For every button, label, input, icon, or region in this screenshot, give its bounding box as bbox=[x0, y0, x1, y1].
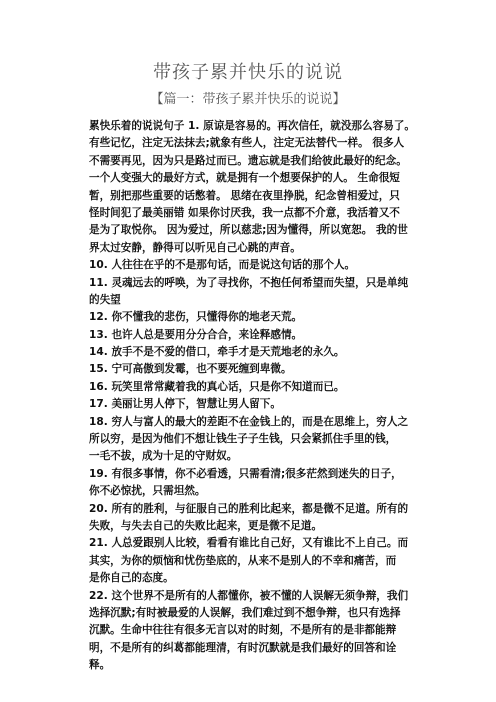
text-line: 10. 人往往在乎的不是那句话，而是说这句话的那个人。 bbox=[89, 259, 356, 272]
document-subtitle: 【篇一：带孩子累并快乐的说说】 bbox=[150, 92, 346, 107]
text-line: 一个人变强大的最好方式，就是拥有一个想要保护的人。 生命很短 bbox=[89, 172, 400, 185]
text-line: 的失望 bbox=[89, 293, 121, 306]
text-line: 20. 所有的胜利，与征服自己的胜利比起来，都是微不足道。所有的 bbox=[89, 502, 409, 515]
document-body bbox=[89, 118, 441, 675]
text-line: 14. 放手不是不爱的借口，牵手才是天荒地老的永久。 bbox=[89, 346, 345, 359]
text-line: 13. 也许人总是要用分分合合，来诠释感情。 bbox=[89, 328, 303, 341]
text-line: 不需要再见，因为只是路过而已。遗忘就是我们给彼此最好的纪念。 bbox=[89, 154, 407, 167]
text-line: 11. 灵魂远去的呼唤，为了寻找你，不抱任何希望而失望，只是单纯 bbox=[89, 276, 409, 289]
text-line: 怪时间犯了最美丽错 如果你讨厌我，我一点都不介意，我活着又不 bbox=[89, 206, 400, 219]
text-line: 所以穷，是因为他们不想让钱生子子生钱，只会紧抓住手里的钱， bbox=[89, 433, 397, 446]
text-line: 你不必惊扰，只需坦然。 bbox=[89, 485, 206, 498]
text-line: 21. 人总爱跟别人比较，看看有谁比自己好，又有谁比不上自己。而 bbox=[89, 537, 409, 550]
text-line: 暂，别把那些重要的话憋着。 思绪在夜里挣脱，纪念曾相爱过，只 bbox=[89, 189, 400, 202]
text-line: 17. 美丽让男人停下，智慧让男人留下。 bbox=[89, 398, 281, 411]
text-line: 失败，与失去自己的失败比起来，更是微不足道。 bbox=[89, 519, 323, 532]
text-line: 累快乐着的说说句子 1. 原谅是容易的。再次信任，就没那么容易了。 bbox=[89, 120, 415, 132]
text-line: 19. 有很多事情，你不必看透，只需看清;很多茫然到迷失的日子， bbox=[89, 467, 402, 480]
text-line: 22. 这个世界不是所有的人都懂你，被不懂的人误解无须争辩，我们 bbox=[89, 589, 409, 602]
text-line: 沉默。生命中往往有很多无言以对的时刻，不是所有的是非都能辩 bbox=[89, 624, 397, 637]
document-title: 带孩子累并快乐的说说 bbox=[153, 62, 343, 83]
text-line: 是你自己的态度。 bbox=[89, 572, 174, 585]
text-line: 明，不是所有的纠葛都能理清，有时沉默就是我们最好的回答和诠 bbox=[89, 641, 397, 654]
text-line: 是为了取悦你。 因为爱过，所以慈悲;因为懂得，所以宽恕。 我的世 bbox=[89, 224, 408, 237]
text-line: 选择沉默;有时被最爱的人误解，我们难过到不想争辩，也只有选择 bbox=[89, 606, 401, 619]
text-line: 其实，为你的烦恼和忧伤垫底的，从来不是别人的不幸和痛苦，而 bbox=[89, 554, 397, 567]
text-line: 12. 你不懂我的悲伤，只懂得你的地老天荒。 bbox=[89, 311, 303, 324]
text-line: 18. 穷人与富人的最大的差距不在金钱上的，而是在思维上，穷人之 bbox=[89, 415, 409, 428]
text-line: 界太过安静，静得可以听见自己心跳的声音。 bbox=[89, 241, 301, 254]
text-line: 15. 宁可高傲到发霉，也不要死缠到卑微。 bbox=[89, 363, 292, 376]
text-line: 有些记忆，注定无法抹去;就象有些人，注定无法替代一样。 很多人 bbox=[89, 137, 405, 150]
text-line: 一毛不拔，成为十足的守财奴。 bbox=[89, 450, 238, 463]
text-line: 释。 bbox=[89, 659, 111, 672]
text-line: 16. 玩笑里常常藏着我的真心话，只是你不知道而已。 bbox=[89, 380, 345, 393]
